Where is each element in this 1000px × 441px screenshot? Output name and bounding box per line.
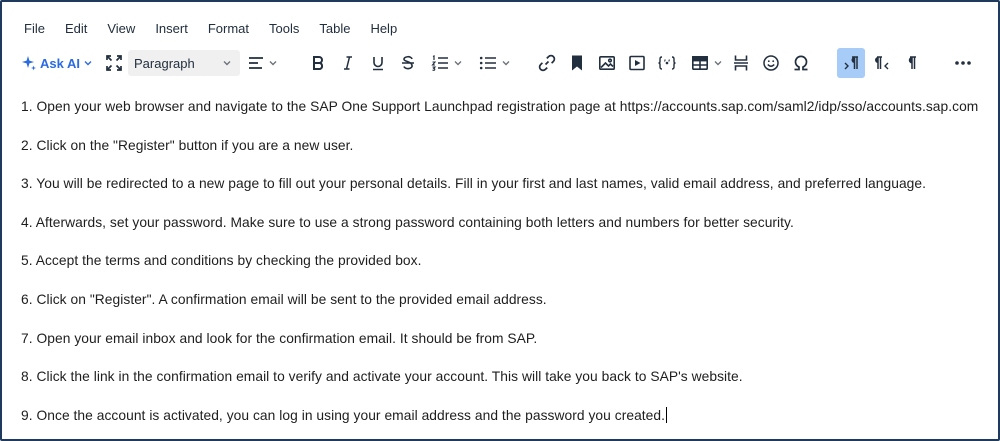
block-format-value: Paragraph: [134, 55, 195, 71]
bookmark-icon: [570, 54, 584, 72]
strikethrough-button[interactable]: [394, 48, 422, 78]
paragraph-text: 9. Once the account is activated, you can log in using your email address and the password you created.: [21, 407, 666, 423]
bold-button[interactable]: [304, 48, 332, 78]
chevron-down-icon: [268, 58, 278, 68]
fullscreen-icon: [105, 54, 123, 72]
link-button[interactable]: [532, 48, 562, 78]
emoji-icon: [762, 54, 780, 72]
menu-help[interactable]: Help: [370, 20, 398, 36]
paragraph: 8. Click the link in the confirmation email to verify and activate your account. This will take you back to SAP's website.: [21, 369, 743, 385]
menu-edit[interactable]: Edit: [64, 20, 88, 36]
more-horizontal-icon: [954, 60, 972, 66]
bullet-list-button[interactable]: [472, 48, 518, 78]
text-cursor: [666, 407, 667, 423]
page-break-button[interactable]: [726, 48, 756, 78]
align-button[interactable]: [242, 48, 282, 78]
menubar: [14, 16, 407, 40]
ltr-icon: [842, 55, 860, 71]
rtl-icon: [872, 55, 890, 71]
chevron-down-icon: [501, 58, 511, 68]
bookmark-button[interactable]: [562, 48, 592, 78]
align-left-icon: [247, 55, 265, 71]
pilcrow-icon: [904, 55, 918, 71]
emoji-button[interactable]: [756, 48, 786, 78]
code-braces-icon: [657, 55, 677, 71]
page-break-icon: [733, 54, 749, 72]
chevron-down-icon: [83, 58, 93, 68]
numbered-list-icon: [431, 55, 449, 71]
italic-button[interactable]: [334, 48, 362, 78]
menu-table[interactable]: Table: [319, 20, 351, 36]
chevron-down-icon: [222, 58, 232, 68]
paragraph: 5. Accept the terms and conditions by checking the provided box.: [21, 253, 422, 269]
editor-content[interactable]: [21, 98, 996, 441]
table-button[interactable]: [684, 48, 730, 78]
link-icon: [538, 54, 556, 72]
insert-media-button[interactable]: [622, 48, 652, 78]
paragraph: 4. Afterwards, set your password. Make sure to use a strong password containing both letters and numbers for better security.: [21, 214, 794, 230]
ask-ai-label: Ask AI: [40, 55, 80, 71]
menu-file[interactable]: File: [24, 20, 45, 36]
paragraph-last: [21, 407, 996, 441]
strikethrough-icon: [400, 55, 416, 71]
fullscreen-button[interactable]: [100, 48, 128, 78]
omega-icon: [792, 54, 810, 72]
numbered-list-button[interactable]: [424, 48, 470, 78]
ask-ai-button[interactable]: [20, 48, 94, 78]
more-button[interactable]: [948, 48, 978, 78]
code-sample-button[interactable]: [652, 48, 682, 78]
menu-tools[interactable]: Tools: [269, 20, 300, 36]
block-format-select[interactable]: [128, 50, 240, 76]
insert-image-button[interactable]: [592, 48, 622, 78]
table-icon: [691, 55, 709, 71]
menu-format[interactable]: Format: [207, 20, 249, 36]
toolbar: [16, 48, 988, 78]
paragraph: 7. Open your email inbox and look for the confirmation email. It should be from SAP.: [21, 330, 538, 346]
sparkle-icon: [21, 55, 37, 71]
bullet-list-icon: [479, 55, 497, 71]
rtl-direction-button[interactable]: [867, 48, 895, 78]
chevron-down-icon: [713, 58, 723, 68]
ltr-direction-button[interactable]: [837, 48, 865, 78]
paragraph: 2. Click on the "Register" button if you are a new user.: [21, 137, 354, 153]
image-icon: [598, 54, 616, 72]
underline-icon: [370, 55, 386, 71]
media-icon: [628, 54, 646, 72]
paragraph: 6. Click on "Register". A confirmation email will be sent to the provided email address.: [21, 291, 547, 307]
menu-view[interactable]: View: [107, 20, 136, 36]
menu-insert[interactable]: Insert: [155, 20, 188, 36]
special-character-button[interactable]: [786, 48, 816, 78]
italic-icon: [340, 55, 356, 71]
paragraph: 1. Open your web browser and navigate to the SAP One Support Launchpad registration page at https://accounts.sap.com/saml2/idp/sso/accounts.sap.com: [21, 99, 979, 114]
underline-button[interactable]: [364, 48, 392, 78]
paragraph: 3. You will be redirected to a new page to fill out your personal details. Fill in your first and last names, valid email address, and preferred language.: [21, 176, 927, 192]
bold-icon: [310, 55, 326, 71]
show-blocks-button[interactable]: [897, 48, 925, 78]
chevron-down-icon: [453, 58, 463, 68]
